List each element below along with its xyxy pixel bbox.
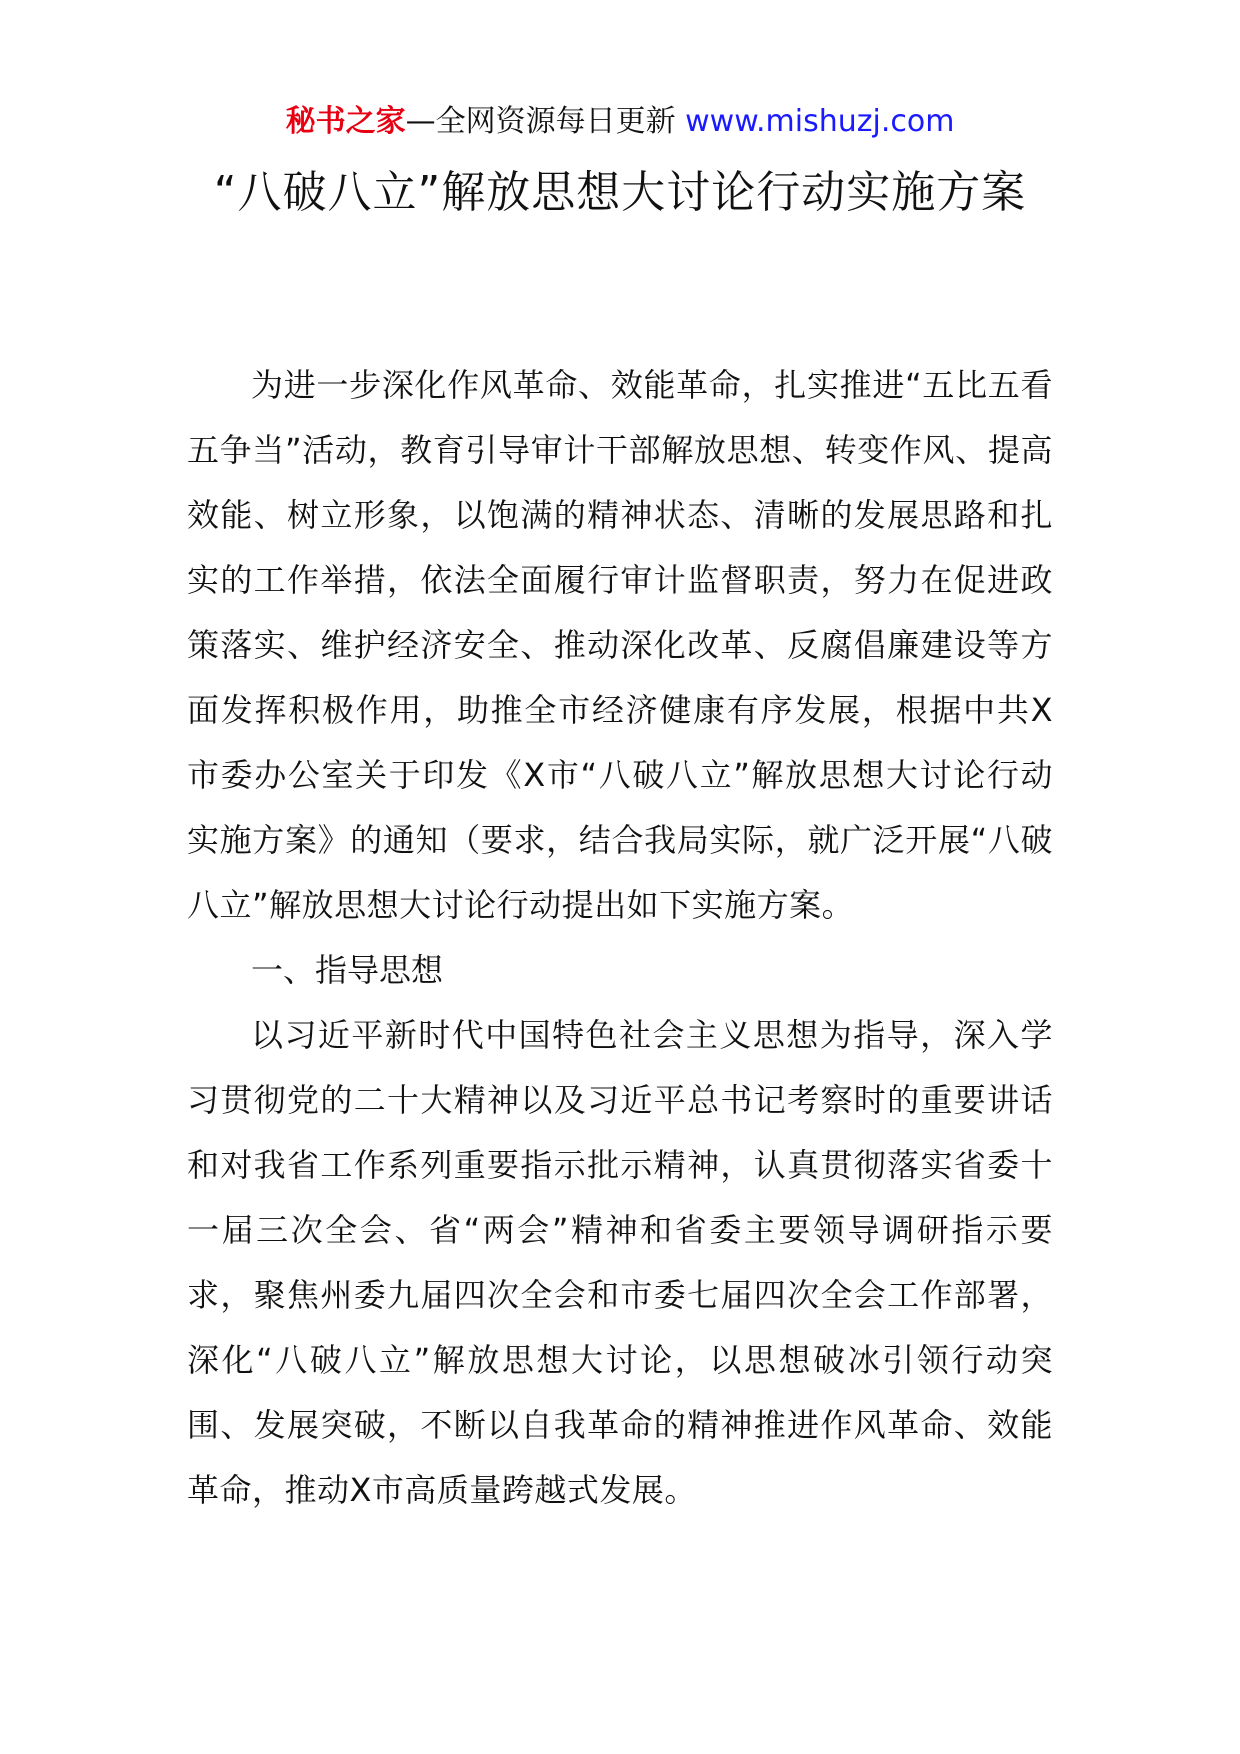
site-header — [0, 100, 1240, 144]
site-tagline: —全网资源每日更新 — [405, 104, 676, 139]
document-title: “八破八立”解放思想大讨论行动实施方案 — [213, 167, 1027, 218]
site-url-link[interactable]: www.mishuzj.com — [685, 104, 955, 139]
site-brand: 秘书之家 — [285, 104, 406, 139]
section-paragraph-guiding-ideology: 以习近平新时代中国特色社会主义思想为指导，深入学习贯彻党的二十大精神以及习近平总书记考察时的重要讲话和对我省工作系列重要指示批示精神，认真贯彻落实省委十一届三次全会、省“两会”精神和省委主要领导调研指示要求，聚焦州委九届四次全会和市委七届四次全会工作部署，深化“八破八立”解放思想大讨论，以思想破冰引领行动突围、发展突破，不断以自我革命的精神推进作风革命、效能革命，推动X市高质量跨越式发展。 — [187, 1016, 1053, 1509]
intro-paragraph: 为进一步深化作风革命、效能革命，扎实推进“五比五看五争当”活动，教育引导审计干部解放思想、转变作风、提高效能、树立形象，以饱满的精神状态、清晰的发展思路和扎实的工作举措，依法全面履行审计监督职责，努力在促进政策落实、维护经济安全、推动深化改革、反腐倡廉建设等方面发挥积极作用，助推全市经济健康有序发展，根据中共X市委办公室关于印发《X市“八破八立”解放思想大讨论行动实施方案》的通知（要求，结合我局实际，就广泛开展“八破八立”解放思想大讨论行动提出如下实施方案。 — [187, 366, 1053, 924]
document-body — [187, 353, 1053, 1523]
section-heading-guiding-ideology: 一、指导思想 — [251, 951, 444, 989]
